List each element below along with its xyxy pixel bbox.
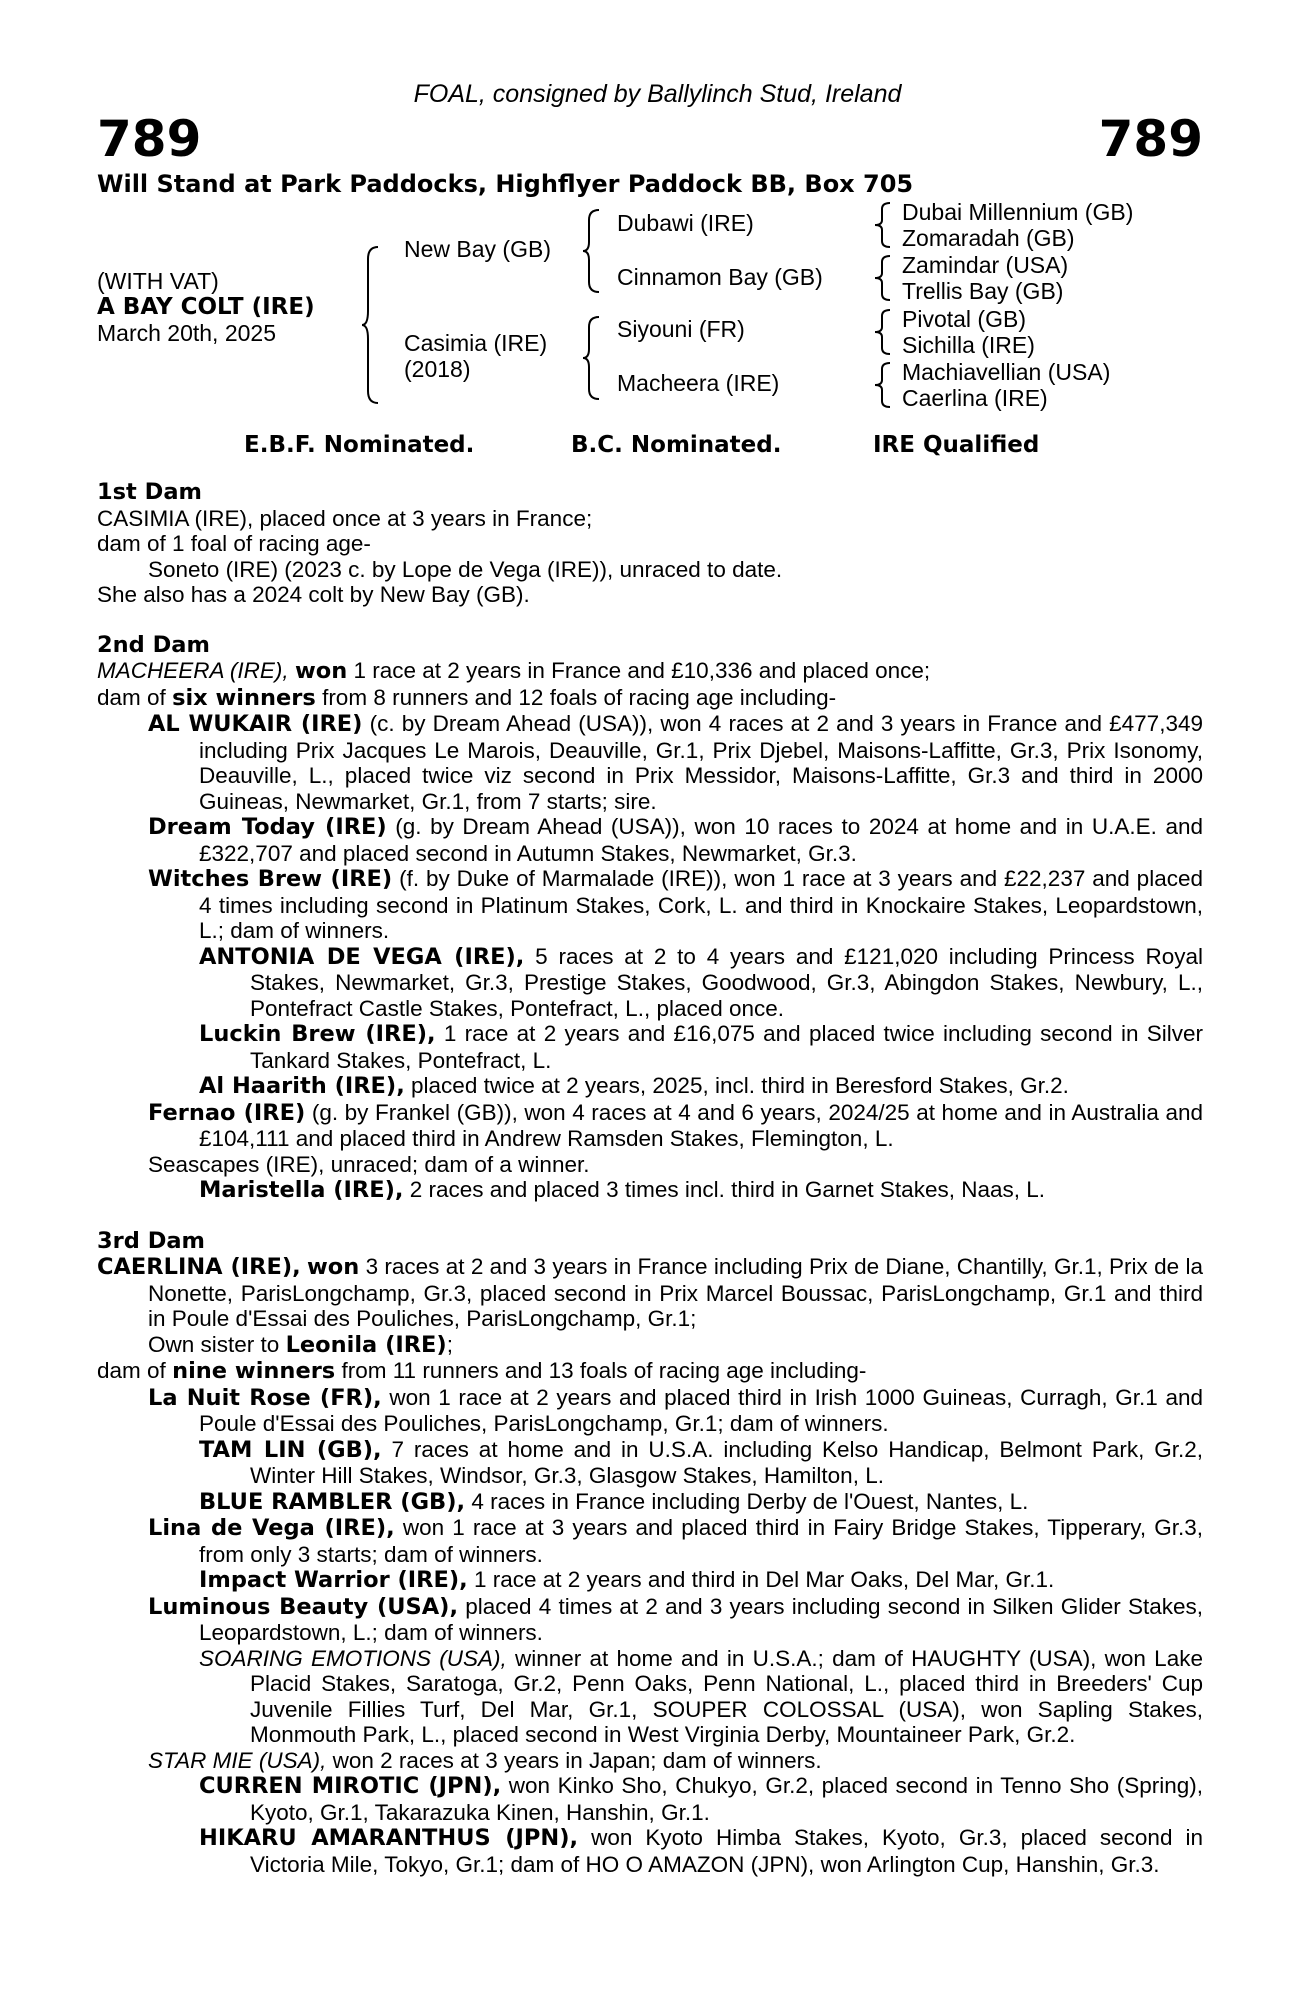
won-label: won bbox=[294, 658, 348, 684]
third-dam-produce bbox=[97, 1358, 1203, 1385]
lot-number-right: 789 bbox=[1098, 110, 1203, 168]
ancestor-4: Trellis Bay (GB) bbox=[902, 278, 1064, 304]
progeny-entry bbox=[97, 1385, 1203, 1437]
progeny-record: 5 races at 2 to 4 years and £121,020 including Princess Royal Stakes, Newmarket, Gr.3, Prestige Stakes, Goodwood, Gr.3, Abingdon Stakes, Newbury, L., Pontefract Castle Stakes, Pontefract, L., placed once. bbox=[250, 943, 1203, 1021]
progeny-entry bbox=[97, 1748, 1203, 1774]
first-dam-line-4: She also has a 2024 colt by New Bay (GB). bbox=[97, 582, 530, 607]
winners-count: six winners bbox=[172, 684, 316, 711]
sister-label: Own sister to bbox=[148, 1331, 280, 1357]
progeny-name: Luckin Brew (IRE), bbox=[199, 1021, 436, 1047]
won-label: won bbox=[306, 1254, 360, 1280]
dam-records bbox=[97, 480, 1203, 1877]
progeny-name: ANTONIA DE VEGA (IRE), bbox=[199, 943, 525, 970]
progeny-name: BLUE RAMBLER (GB), bbox=[199, 1488, 466, 1515]
sire-dam: Cinnamon Bay (GB) bbox=[617, 264, 823, 290]
progeny-record: won Kyoto Himba Stakes, Kyoto, Gr.3, placed second in Victoria Mile, Tokyo, Gr.1; dam of HO O AMAZON (JPN), won Arlington Cup, Hanshin, Gr.3. bbox=[250, 1825, 1203, 1877]
progeny-name: Lina de Vega (IRE), bbox=[148, 1515, 395, 1541]
second-dam-produce bbox=[97, 685, 1203, 712]
sire: New Bay (GB) bbox=[404, 236, 551, 262]
consignment-line: FOAL, consigned by Ballylinch Stud, Ireland bbox=[413, 80, 902, 108]
progeny-name: Al Haarith (IRE), bbox=[199, 1073, 405, 1099]
foaling-date: March 20th, 2025 bbox=[97, 320, 277, 346]
progeny-entry bbox=[97, 1594, 1203, 1646]
progeny-record: 2 races and placed 3 times incl. third in Garnet Stakes, Naas, L. bbox=[409, 1177, 1046, 1202]
dam-dam: Macheera (IRE) bbox=[617, 370, 780, 396]
ancestor-6: Sichilla (IRE) bbox=[902, 332, 1035, 358]
third-dam-intro-text: 3 races at 2 and 3 years in France including Prix de Diane, Chantilly, Gr.1, Prix de la Nonette, ParisLongchamp, Gr.3, placed second in Prix Marcel Boussac, ParisLongchamp, Gr.1 and third in Poule d'Essai des Pouliches, ParisLongchamp, Gr.1; bbox=[148, 1254, 1203, 1331]
pedigree-brace-g3 bbox=[875, 308, 893, 356]
progeny-name: TAM LIN (GB), bbox=[199, 1436, 382, 1463]
grand-progeny-entry bbox=[97, 1646, 1203, 1748]
dam: Casimia (IRE) bbox=[404, 330, 548, 356]
produce-text: from 11 runners and 13 foals of racing age including- bbox=[341, 1358, 867, 1383]
progeny-record: (f. by Duke of Marmalade (IRE)), won 1 race at 3 years and £22,237 and placed 4 times including second in Platinum Stakes, Cork, L. and third in Knockaire Stakes, Leopardstown, L.; dam of winners. bbox=[199, 866, 1203, 943]
progeny-record: (g. by Frankel (GB)), won 4 races at 4 and 6 years, 2024/25 at home and in Australia and £104,111 and placed third in Andrew Ramsden Stakes, Flemington, L. bbox=[199, 1099, 1203, 1151]
vat-label: (WITH VAT) bbox=[97, 268, 219, 294]
progeny-entry bbox=[97, 814, 1203, 866]
grand-progeny-entry bbox=[97, 1773, 1203, 1825]
lot-number-left: 789 bbox=[97, 110, 202, 168]
progeny-name: HIKARU AMARANTHUS (JPN), bbox=[199, 1825, 579, 1851]
progeny-name: Maristella (IRE), bbox=[199, 1177, 404, 1203]
ancestor-8: Caerlina (IRE) bbox=[902, 385, 1048, 411]
progeny-record: winner at home and in U.S.A.; dam of HAUGHTY (USA), won Lake Placid Stakes, Saratoga, Gr.2, Penn Oaks, Penn National, L., placed third in Breeders' Cup Juvenile Fillies Turf, Del Mar, Gr.1, SOUPER COLOSSAL (USA), won Sapling Stakes, Monmouth Park, L., placed second in West Virginia Derby, Mountaineer Park, Gr.2. bbox=[250, 1645, 1203, 1747]
grand-progeny-entry bbox=[97, 944, 1203, 1022]
progeny-entry bbox=[97, 1515, 1203, 1567]
stand-location: Will Stand at Park Paddocks, Highflyer Paddock BB, Box 705 bbox=[97, 170, 914, 198]
grand-progeny-entry bbox=[97, 1177, 1203, 1204]
sister-punct: ; bbox=[446, 1331, 453, 1357]
pedigree-brace-sire bbox=[583, 208, 603, 294]
progeny-entry bbox=[97, 1152, 1203, 1178]
third-dam-name: CAERLINA (IRE), bbox=[97, 1254, 301, 1280]
ancestor-1: Dubai Millennium (GB) bbox=[902, 199, 1134, 225]
dam-sire: Siyouni (FR) bbox=[617, 316, 745, 342]
sire-sire: Dubawi (IRE) bbox=[617, 210, 754, 236]
progeny-record: won 2 races at 3 years in Japan; dam of winners. bbox=[332, 1747, 822, 1773]
third-dam-intro bbox=[97, 1254, 1203, 1358]
grand-progeny-entry bbox=[97, 1073, 1203, 1100]
progeny-name: Luminous Beauty (USA), bbox=[148, 1593, 459, 1620]
ancestor-2: Zomaradah (GB) bbox=[902, 225, 1075, 251]
ancestor-5: Pivotal (GB) bbox=[902, 306, 1026, 332]
dam-of-label: dam of bbox=[97, 684, 166, 710]
progeny-name: STAR MIE (USA), bbox=[148, 1747, 327, 1773]
pedigree-brace-g4 bbox=[875, 361, 893, 409]
horse-name: A BAY COLT (IRE) bbox=[97, 294, 315, 320]
progeny-record: placed 4 times at 2 and 3 years including second in Silken Glider Stakes, Leopardstown, L.; dam of winners. bbox=[199, 1593, 1203, 1645]
pedigree-brace-g1 bbox=[875, 201, 893, 249]
progeny-record: 1 race at 2 years and £16,075 and placed twice including second in Silver Tankard Stakes, Pontefract, L. bbox=[250, 1021, 1203, 1073]
progeny-record: (g. by Dream Ahead (USA)), won 10 races to 2024 at home and in U.A.E. and £322,707 and placed second in Autumn Stakes, Newmarket, Gr.3. bbox=[199, 814, 1203, 866]
second-dam-heading: 2nd Dam bbox=[97, 631, 210, 658]
progeny-record: placed twice at 2 years, 2025, incl. third in Beresford Stakes, Gr.2. bbox=[411, 1073, 1069, 1098]
pedigree-brace-g2 bbox=[875, 254, 893, 302]
pedigree-brace-main bbox=[362, 245, 382, 405]
progeny-name: Dream Today (IRE) bbox=[148, 814, 387, 840]
progeny-record: 7 races at home and in U.S.A. including Kelso Handicap, Belmont Park, Gr.2, Winter Hill Stakes, Windsor, Gr.3, Glasgow Stakes, Hamilton, L. bbox=[250, 1436, 1203, 1488]
progeny-name: AL WUKAIR (IRE) bbox=[148, 711, 363, 737]
dam-year: (2018) bbox=[404, 356, 471, 382]
progeny-name: Fernao (IRE) bbox=[148, 1099, 306, 1126]
ancestor-3: Zamindar (USA) bbox=[902, 252, 1069, 278]
progeny-entry bbox=[97, 866, 1203, 944]
progeny-record: won 1 race at 2 years and placed third in Irish 1000 Guineas, Curragh, Gr.1 and Poule d'Essai des Pouliches, ParisLongchamp, Gr.1; dam of winners. bbox=[199, 1384, 1203, 1436]
ire-qualified: IRE Qualified bbox=[873, 432, 1040, 458]
first-dam-line-2: dam of 1 foal of racing age- bbox=[97, 531, 371, 556]
ancestor-7: Machiavellian (USA) bbox=[902, 359, 1111, 385]
first-dam-line-1: CASIMIA (IRE), placed once at 3 years in France; bbox=[97, 505, 593, 531]
progeny-name: Impact Warrior (IRE), bbox=[199, 1567, 468, 1593]
progeny-record: (c. by Dream Ahead (USA)), won 4 races at 2 and 3 years in France and £477,349 including Prix Jacques Le Marois, Deauville, Gr.1, Prix Djebel, Maisons-Laffitte, Gr.3, Prix Isonomy, Deauville, L., placed twice viz second in Prix Messidor, Maisons-Laffitte, Gr.3 and third in 2000 Guineas, Newmarket, Gr.1, from 7 starts; sire. bbox=[199, 711, 1203, 814]
second-dam-name: MACHEERA (IRE), bbox=[97, 658, 289, 683]
progeny-record: won Kinko Sho, Chukyo, Gr.2, placed second in Tenno Sho (Spring), Kyoto, Gr.1, Takarazuka Kinen, Hanshin, Gr.1. bbox=[250, 1773, 1203, 1825]
first-dam-foal: Soneto (IRE) (2023 c. by Lope de Vega (IRE)), unraced to date. bbox=[148, 556, 783, 582]
ebf-nomination: E.B.F. Nominated. bbox=[244, 432, 475, 458]
sister-name: Leonila (IRE) bbox=[285, 1331, 447, 1358]
dam-of-label: dam of bbox=[97, 1358, 166, 1383]
grand-progeny-entry bbox=[97, 1021, 1203, 1073]
pedigree-brace-dam bbox=[583, 315, 603, 401]
third-dam-heading: 3rd Dam bbox=[97, 1227, 205, 1254]
first-dam-heading: 1st Dam bbox=[97, 479, 202, 505]
second-dam-intro bbox=[97, 658, 1203, 685]
grand-progeny-entry bbox=[97, 1437, 1203, 1489]
progeny-name: SOARING EMOTIONS (USA), bbox=[199, 1645, 507, 1671]
progeny-entry bbox=[97, 711, 1203, 814]
grand-progeny-entry bbox=[97, 1825, 1203, 1877]
produce-text: from 8 runners and 12 foals of racing age including- bbox=[322, 684, 837, 710]
grand-progeny-entry bbox=[97, 1489, 1203, 1516]
progeny-record: 4 races in France including Derby de l'Ouest, Nantes, L. bbox=[471, 1488, 1029, 1514]
grand-progeny-entry bbox=[97, 1567, 1203, 1594]
progeny-record: Seascapes (IRE), unraced; dam of a winner. bbox=[148, 1151, 590, 1177]
progeny-entry bbox=[97, 1100, 1203, 1152]
winners-count: nine winners bbox=[172, 1358, 336, 1384]
progeny-record: 1 race at 2 years and third in Del Mar Oaks, Del Mar, Gr.1. bbox=[473, 1567, 1055, 1592]
progeny-name: La Nuit Rose (FR), bbox=[148, 1384, 382, 1411]
progeny-name: Witches Brew (IRE) bbox=[148, 866, 393, 892]
second-dam-intro-text: 1 race at 2 years in France and £10,336 and placed once; bbox=[353, 658, 931, 683]
bc-nomination: B.C. Nominated. bbox=[571, 432, 782, 458]
progeny-name: CURREN MIROTIC (JPN), bbox=[199, 1773, 502, 1799]
progeny-record: won 1 race at 3 years and placed third in Fairy Bridge Stakes, Tipperary, Gr.3, from only 3 starts; dam of winners. bbox=[199, 1515, 1203, 1567]
